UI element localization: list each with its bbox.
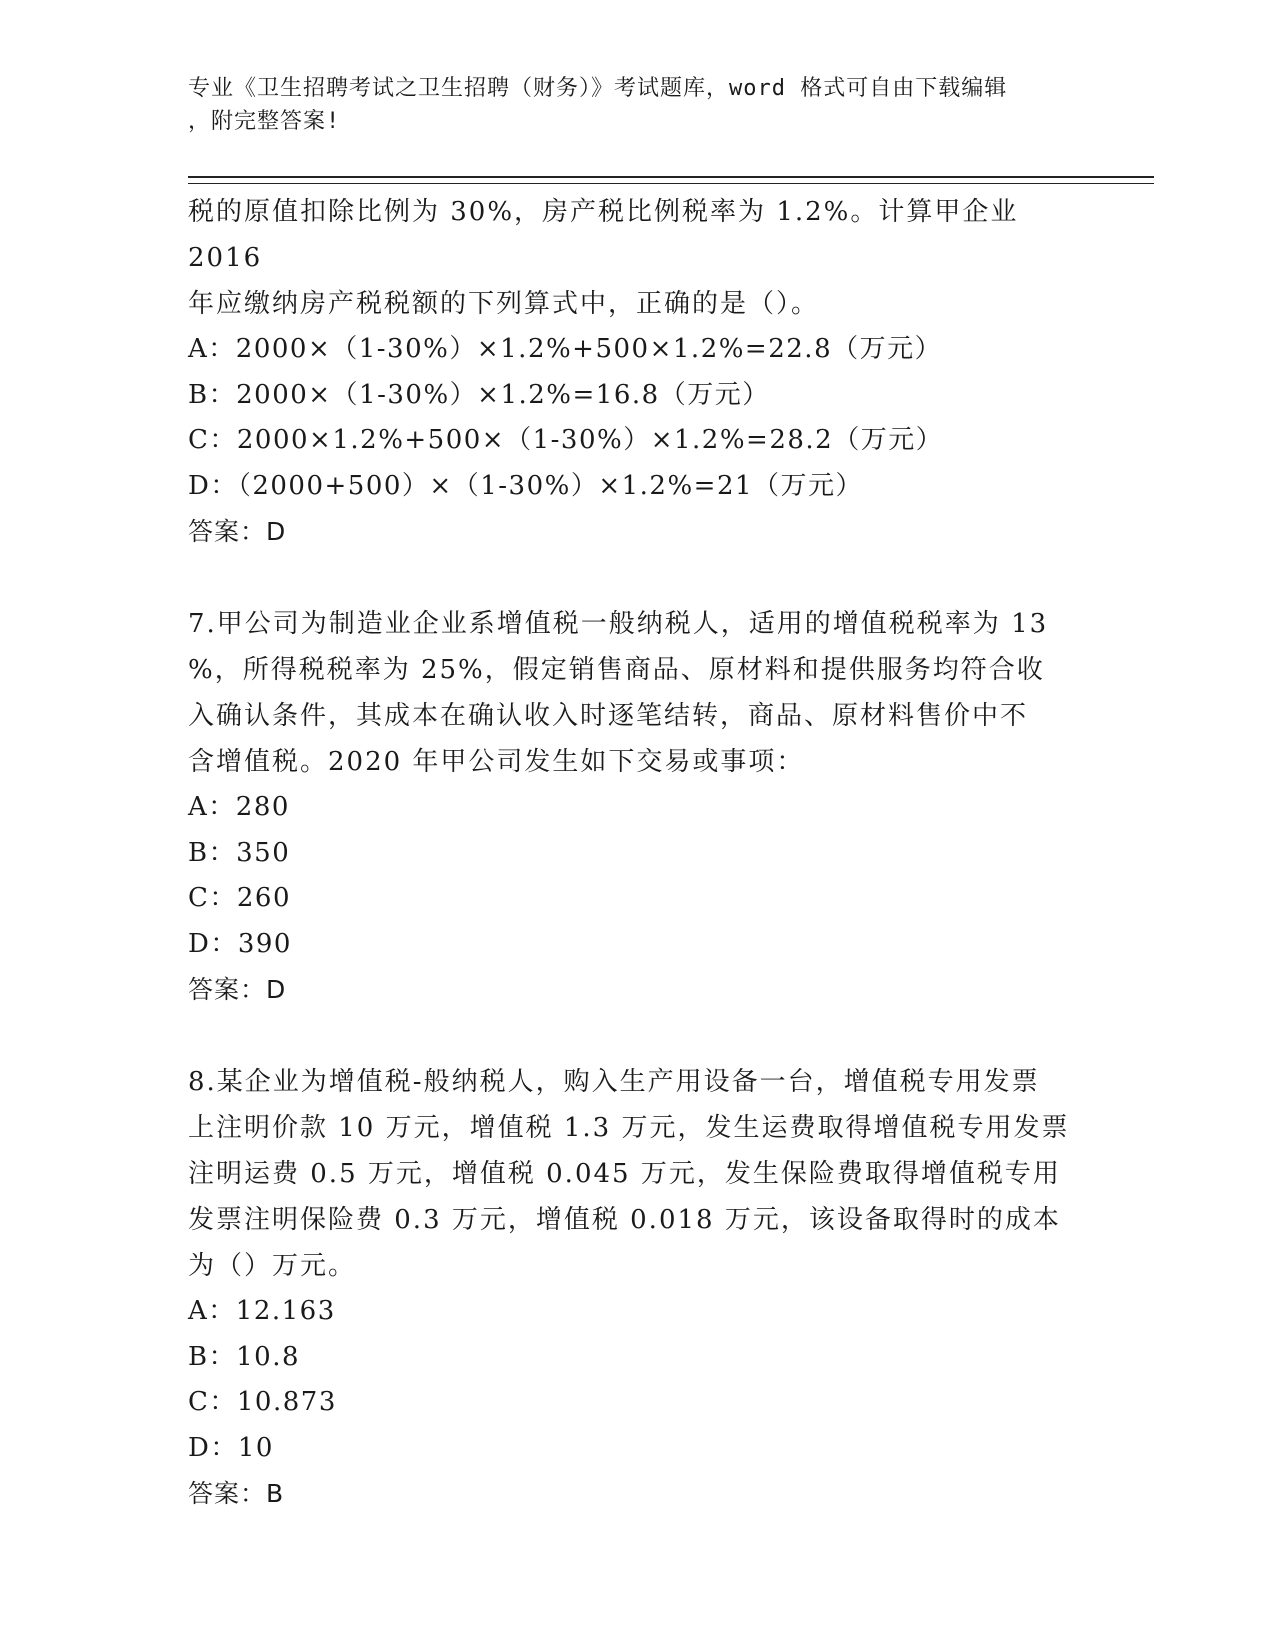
question-text-line: 年应缴纳房产税税额的下列算式中，正确的是（）。 <box>188 289 820 319</box>
question-spacer <box>188 555 1088 601</box>
question-list <box>188 189 1088 1517</box>
question-item <box>188 601 1088 1013</box>
question-text-line: 为（）万元。 <box>188 1251 357 1281</box>
question-text-line: %，所得税税率为 25%，假定销售商品、原材料和提供服务均符合收 <box>188 655 1045 685</box>
option-b: B：2000×（1-30%）×1.2%=16.8（万元） <box>188 379 770 410</box>
answer-line: 答案：D <box>188 517 287 546</box>
header-title-line1: 专业《卫生招聘考试之卫生招聘（财务）》考试题库，word 格式可自由下载编辑 <box>188 76 1008 101</box>
option-d: D：（2000+500）×（1-30%）×1.2%=21（万元） <box>188 470 864 501</box>
question-text-line: 注明运费 0.5 万元，增值税 0.045 万元，发生保险费取得增值税专用 <box>188 1159 1061 1189</box>
question-text-line: 入确认条件，其成本在确认收入时逐笔结转，商品、原材料售价中不 <box>188 701 1029 731</box>
option-a: A：2000×（1-30%）×1.2%+500×1.2%=22.8（万元） <box>188 334 943 364</box>
question-text-line: 7.甲公司为制造业企业系增值税一般纳税人，适用的增值税税率为 13 <box>188 609 1049 639</box>
option-b: B：350 <box>188 837 291 868</box>
header-divider-thick <box>188 176 1154 178</box>
option-b: B：10.8 <box>188 1341 300 1372</box>
document-header <box>188 72 1088 138</box>
option-d: D：10 <box>188 1432 274 1463</box>
option-c: C：260 <box>188 883 292 913</box>
option-a: A：280 <box>188 792 290 822</box>
answer-line: 答案：D <box>188 975 287 1004</box>
question-text-line: 税的原值扣除比例为 30%，房产税比例税率为 1.2%。计算甲企业 2016 <box>188 197 1019 273</box>
option-c: C：10.873 <box>188 1387 337 1417</box>
option-c: C：2000×1.2%+500×（1-30%）×1.2%=28.2（万元） <box>188 425 944 455</box>
option-a: A：12.163 <box>188 1296 336 1326</box>
question-item <box>188 1059 1088 1517</box>
answer-line: 答案：B <box>188 1479 285 1508</box>
question-spacer <box>188 1013 1088 1059</box>
question-text-line: 上注明价款 10 万元，增值税 1.3 万元，发生运费取得增值税专用发票 <box>188 1113 1070 1143</box>
question-text-line: 8.某企业为增值税-般纳税人，购入生产用设备一台，增值税专用发票 <box>188 1067 1040 1097</box>
header-title-line2: ，附完整答案! <box>188 109 341 134</box>
question-item <box>188 189 1088 555</box>
option-d: D：390 <box>188 928 292 959</box>
question-text-line: 发票注明保险费 0.3 万元，增值税 0.018 万元，该设备取得时的成本 <box>188 1205 1061 1235</box>
header-divider-thin <box>188 183 1154 184</box>
question-text-line: 含增值税。2020 年甲公司发生如下交易或事项： <box>188 747 805 777</box>
